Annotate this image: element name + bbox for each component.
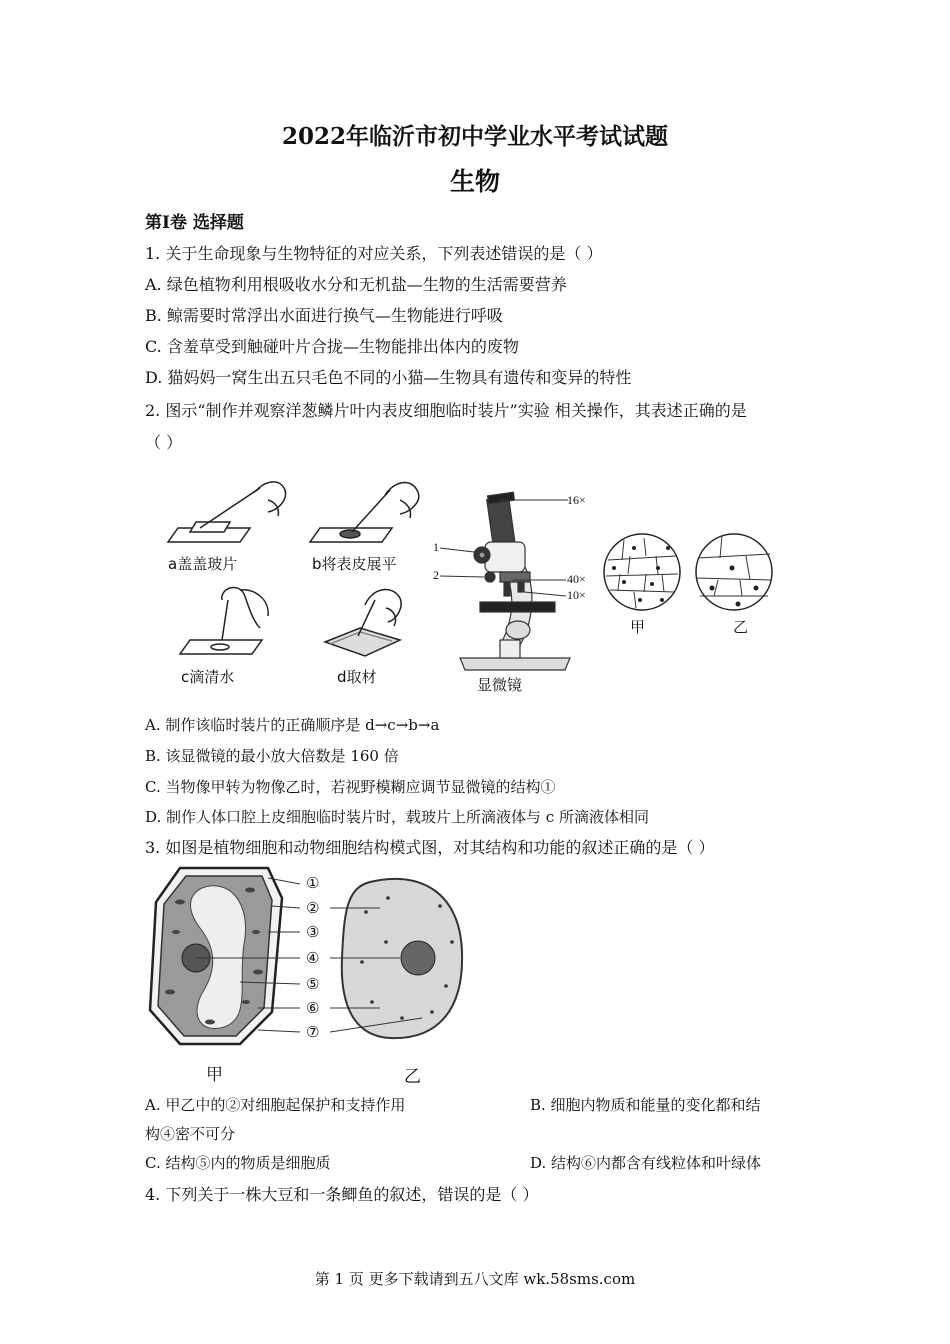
animal-cell-label: 乙 xyxy=(404,1067,421,1087)
q2-option-d: D. 制作人体口腔上皮细胞临时装片时，载玻片上所滴液体与 c 所滴液体相同 xyxy=(145,808,649,826)
plant-cell-label: 甲 xyxy=(206,1065,223,1085)
eyepiece-label: 16× xyxy=(567,493,586,507)
page-footer: 第 1 页 更多下载请到五八文库 wk.58sms.com xyxy=(314,1270,636,1288)
step-c-illustration xyxy=(180,587,268,654)
section-heading: 第I卷 选择题 xyxy=(145,213,244,233)
cell-label-6: ⑥ xyxy=(306,999,320,1017)
q3-option-d: D. 结构⑥内都含有线粒体和叶绿体 xyxy=(530,1154,762,1172)
q2-option-a: A. 制作该临时装片的正确顺序是 d→c→b→a xyxy=(145,716,440,734)
step-d-illustration xyxy=(325,590,401,656)
q2-stem-bracket: （ ） xyxy=(145,433,183,452)
structure-1-label: 1 xyxy=(433,540,439,554)
objective-10-label: 10× xyxy=(567,588,586,602)
q1-option-d: D. 猫妈妈一窝生出五只毛色不同的小猫—生物具有遗传和变异的特性 xyxy=(145,368,632,387)
step-a-label: a盖盖玻片 xyxy=(168,555,238,573)
objective-40-label: 40× xyxy=(567,572,586,586)
cell-label-5: ⑤ xyxy=(306,975,320,993)
cell-label-1: ① xyxy=(306,874,320,892)
structure-2-label: 2 xyxy=(433,568,439,582)
q2-option-c: C. 当物像甲转为物像乙时，若视野模糊应调节显微镜的结构① xyxy=(145,778,556,796)
q3-option-c: C. 结构⑤内的物质是细胞质 xyxy=(145,1154,331,1172)
step-d-label: d取材 xyxy=(337,668,377,686)
view-yi-label: 乙 xyxy=(733,618,749,636)
q3-option-b-continued: 构④密不可分 xyxy=(145,1125,236,1143)
q3-option-a: A. 甲乙中的②对细胞起保护和支持作用 xyxy=(145,1096,406,1114)
step-b-label: b将表皮展平 xyxy=(312,555,397,573)
q3-option-b: B. 细胞内物质和能量的变化都和结 xyxy=(530,1096,761,1114)
q4-stem: 4. 下列关于一株大豆和一条鲫鱼的叙述，错误的是（ ） xyxy=(145,1185,539,1204)
microscope-label: 显微镜 xyxy=(477,676,523,694)
cell-label-3: ③ xyxy=(306,923,320,941)
q1-option-a: A. 绿色植物利用根吸收水分和无机盐—生物的生活需要营养 xyxy=(145,275,567,294)
q2-option-b: B. 该显微镜的最小放大倍数是 160 倍 xyxy=(145,747,399,765)
view-jia-label: 甲 xyxy=(630,618,646,636)
cell-label-7: ⑦ xyxy=(306,1023,320,1041)
q1-stem: 1. 关于生命现象与生物特征的对应关系，下列表述错误的是（ ） xyxy=(145,244,603,263)
step-a-illustration xyxy=(168,482,286,542)
field-of-view-figure xyxy=(600,530,780,615)
slide-steps-figure xyxy=(160,470,440,690)
exam-title: 2022年临沂市初中学业水平考试试题 xyxy=(281,123,668,150)
cell-label-4: ④ xyxy=(306,949,320,967)
cell-label-2: ② xyxy=(306,899,320,917)
q3-stem: 3. 如图是植物细胞和动物细胞结构模式图，对其结构和功能的叙述正确的是（ ） xyxy=(145,838,715,857)
step-b-illustration xyxy=(310,483,419,542)
q2-stem: 2. 图示“制作并观察洋葱鳞片叶内表皮细胞临时装片”实验 相关操作，其表述正确的是 xyxy=(145,401,747,420)
q1-option-b: B. 鲸需要时常浮出水面进行换气—生物能进行呼吸 xyxy=(145,306,503,325)
step-c-label: c滴清水 xyxy=(181,668,235,686)
q1-option-c: C. 含羞草受到触碰叶片合拢—生物能排出体内的废物 xyxy=(145,337,519,356)
subject-title: 生物 xyxy=(449,167,500,196)
